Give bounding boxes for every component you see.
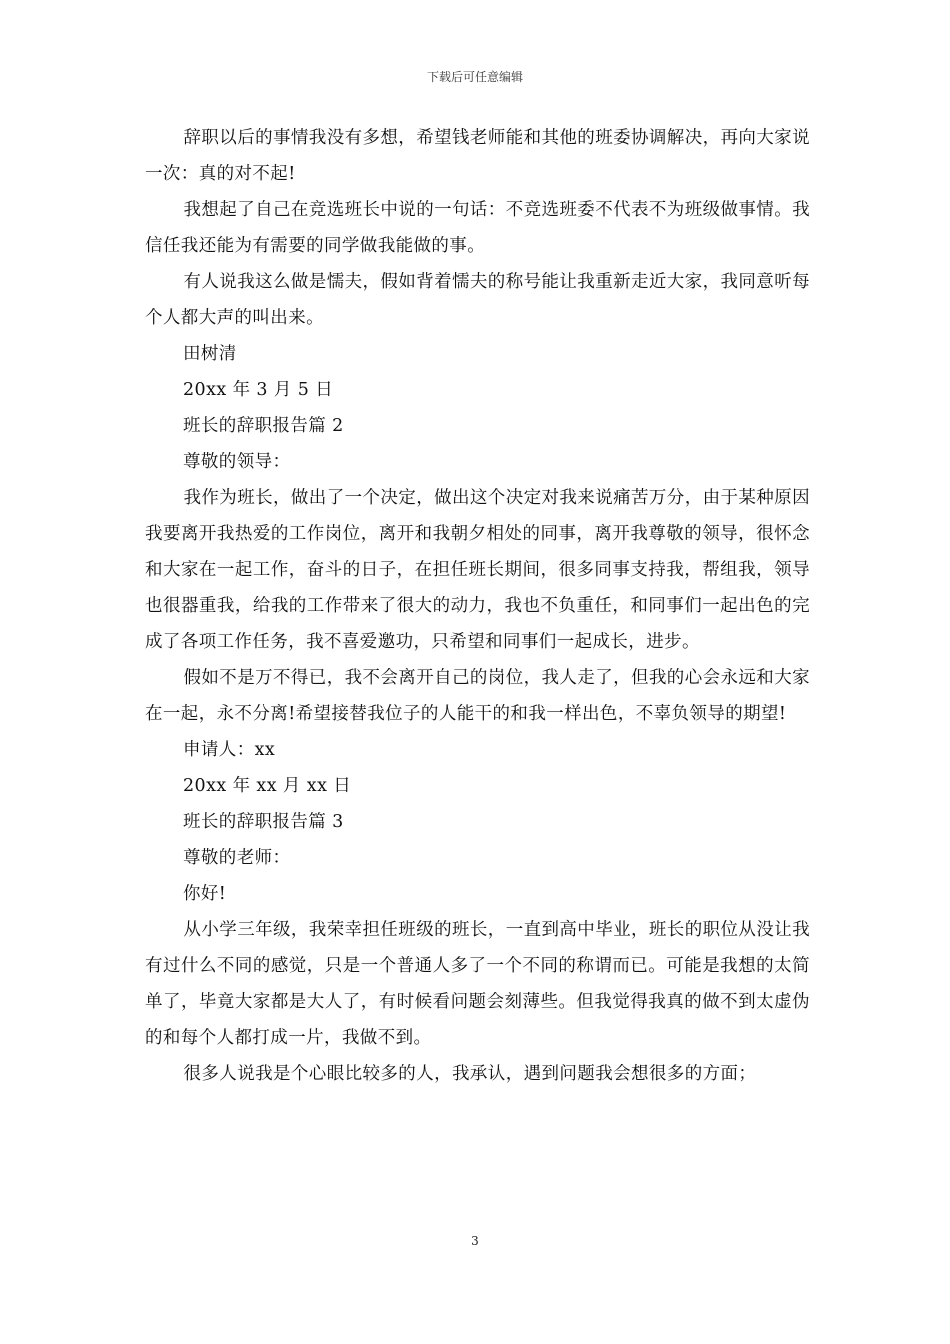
salutation: 尊敬的领导： xyxy=(183,452,291,472)
salutation: 尊敬的老师： xyxy=(183,848,291,868)
paragraph: 我想起了自己在竞选班长中说的一句话：不竞选班委不代表不为班级做事情。我信任我还能为有需要的同学做我能做的事。 xyxy=(145,200,810,256)
page-header: 下载后可任意编辑 xyxy=(426,70,523,84)
section-title: 班长的辞职报告篇 2 xyxy=(183,416,344,436)
date-line: 20xx 年 3 月 5 日 xyxy=(183,380,334,400)
section-title: 班长的辞职报告篇 3 xyxy=(183,812,344,832)
paragraph: 辞职以后的事情我没有多想，希望钱老师能和其他的班委协调解决，再向大家说一次：真的对不起! xyxy=(145,128,810,184)
paragraph: 假如不是万不得已，我不会离开自己的岗位，我人走了，但我的心会永远和大家在一起，永不分离!希望接替我位子的人能干的和我一样出色，不辜负领导的期望! xyxy=(145,668,810,724)
greeting: 你好! xyxy=(183,884,227,904)
paragraph: 从小学三年级，我荣幸担任班级的班长，一直到高中毕业，班长的职位从没让我有过什么不同的感觉，只是一个普通人多了一个不同的称谓而已。可能是我想的太简单了，毕竟大家都是大人了，有时候看问题会刻薄些。但我觉得我真的做不到太虚伪的和每个人都打成一片，我做不到。 xyxy=(145,920,810,1048)
document-body xyxy=(145,120,810,1092)
applicant-line: 申请人：xx xyxy=(183,740,276,760)
paragraph: 我作为班长，做出了一个决定，做出这个决定对我来说痛苦万分，由于某种原因我要离开我热爱的工作岗位，离开和我朝夕相处的同事，离开我尊敬的领导，很怀念和大家在一起工作，奋斗的日子，在担任班长期间，很多同事支持我，帮组我，领导也很器重我，给我的工作带来了很大的动力，我也不负重任，和同事们一起出色的完成了各项工作任务，我不喜爱邀功，只希望和同事们一起成长，进步。 xyxy=(145,488,810,652)
paragraph: 很多人说我是个心眼比较多的人，我承认，遇到问题我会想很多的方面； xyxy=(183,1064,757,1084)
signature-name: 田树清 xyxy=(183,344,237,364)
date-line: 20xx 年 xx 月 xx 日 xyxy=(183,776,352,796)
page-number: 3 xyxy=(471,1234,479,1248)
paragraph: 有人说我这么做是懦夫，假如背着懦夫的称号能让我重新走近大家，我同意听每个人都大声的叫出来。 xyxy=(145,272,810,328)
